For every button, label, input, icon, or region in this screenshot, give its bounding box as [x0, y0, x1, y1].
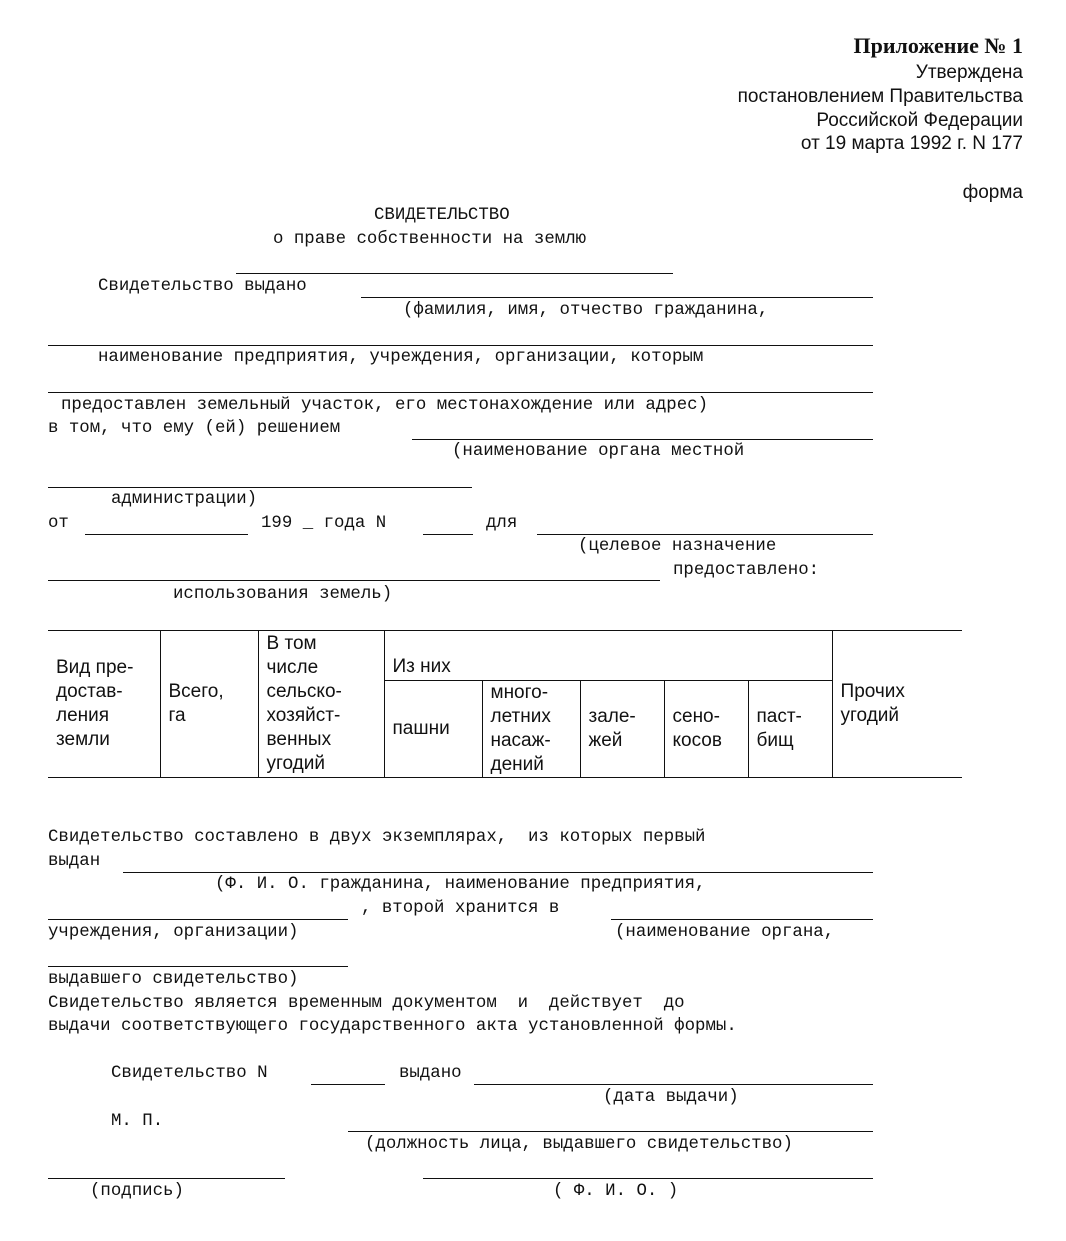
from-label: от: [48, 514, 69, 533]
col-total: Всего, га: [160, 631, 258, 778]
for-label: для: [486, 514, 518, 533]
granted-label: предоставлено:: [673, 561, 820, 580]
issued-to-label: Свидетельство выдано: [98, 277, 307, 296]
resolution-line: постановлением Правительства: [737, 86, 1023, 107]
purpose-hint: (целевое назначение: [578, 537, 777, 556]
position-hint: (должность лица, выдавшего свидетельство): [365, 1135, 793, 1154]
col-of-them: Из них: [384, 631, 832, 681]
col-fallow: зале- жей: [580, 681, 664, 778]
temporary-text-2: выдачи соответствующего государственного акта установленной формы.: [48, 1017, 737, 1036]
decision-number-field[interactable]: [423, 534, 473, 535]
issuer-field[interactable]: [48, 966, 348, 967]
administration-field[interactable]: [48, 487, 472, 488]
temporary-text-1: Свидетельство является временным документом и действует до: [48, 994, 685, 1013]
fio-hint: (фамилия, имя, отчество гражданина,: [403, 301, 769, 320]
title-underline: [236, 273, 673, 274]
col-other: Прочих угодий: [832, 631, 962, 778]
cert-number-field[interactable]: [311, 1084, 385, 1085]
resolution-date: от 19 марта 1992 г. N 177: [800, 133, 1023, 154]
purpose-field[interactable]: [537, 534, 873, 535]
institution-hint: учреждения, организации): [48, 923, 299, 942]
decision-label: в том, что ему (ей) решением: [48, 419, 341, 438]
cert-number-label: Свидетельство N: [111, 1064, 268, 1083]
issuer-hint: выдавшего свидетельство): [48, 970, 299, 989]
copies-text: Свидетельство составлено в двух экземплярах, из которых первый: [48, 828, 706, 847]
document-title: СВИДЕТЕЛЬСТВО: [374, 206, 510, 225]
local-body-hint: (наименование органа местной: [452, 442, 745, 461]
stamp-label: М. П.: [111, 1112, 164, 1131]
col-land-type: Вид пре- достав- ления земли: [48, 631, 160, 778]
signature-hint: (подпись): [90, 1182, 184, 1201]
org-field[interactable]: [48, 345, 873, 346]
position-field[interactable]: [348, 1131, 873, 1132]
appendix-title: Приложение № 1: [853, 33, 1023, 58]
administration-hint: администрации): [111, 490, 258, 509]
col-pastures: паст- бищ: [748, 681, 832, 778]
second-copy-label: , второй хранится в: [361, 899, 560, 918]
signature-field[interactable]: [48, 1178, 285, 1179]
date-field[interactable]: [85, 534, 248, 535]
storage-body-field[interactable]: [611, 919, 873, 920]
col-perennial: много- летних насаж- дений: [482, 681, 580, 778]
first-copy-field[interactable]: [123, 872, 873, 873]
land-table: [48, 630, 962, 778]
col-agricultural: В том числе сельско- хозяйст- венных угодий: [258, 631, 384, 778]
issued-on-label: выдано: [399, 1064, 462, 1083]
plot-field[interactable]: [48, 392, 873, 393]
fio-org-hint: (Ф. И. О. гражданина, наименование предприятия,: [215, 875, 706, 894]
date-hint: (дата выдачи): [603, 1088, 739, 1107]
institution-field[interactable]: [48, 919, 348, 920]
decision-field[interactable]: [412, 439, 873, 440]
plot-hint: предоставлен земельный участок, его местонахождение или адрес): [61, 396, 709, 415]
document-subtitle: о праве собственности на землю: [273, 230, 587, 249]
usage-hint: использования земель): [173, 585, 393, 604]
org-hint: наименование предприятия, учреждения, организации, которым: [98, 348, 704, 367]
issued-label: выдан: [48, 852, 101, 871]
col-hayfields: сено- косов: [664, 681, 748, 778]
issued-to-field[interactable]: [361, 297, 873, 298]
federation-line: Российской Федерации: [816, 110, 1023, 131]
col-arable: пашни: [384, 681, 482, 778]
approved-label: Утверждена: [915, 62, 1023, 83]
form-label: форма: [962, 182, 1023, 203]
body-hint: (наименование органа,: [615, 923, 835, 942]
issue-date-field[interactable]: [474, 1084, 873, 1085]
name-hint: ( Ф. И. О. ): [553, 1182, 679, 1201]
year-label: 199 _ года N: [261, 514, 387, 533]
usage-field[interactable]: [48, 580, 660, 581]
name-field[interactable]: [423, 1178, 873, 1179]
